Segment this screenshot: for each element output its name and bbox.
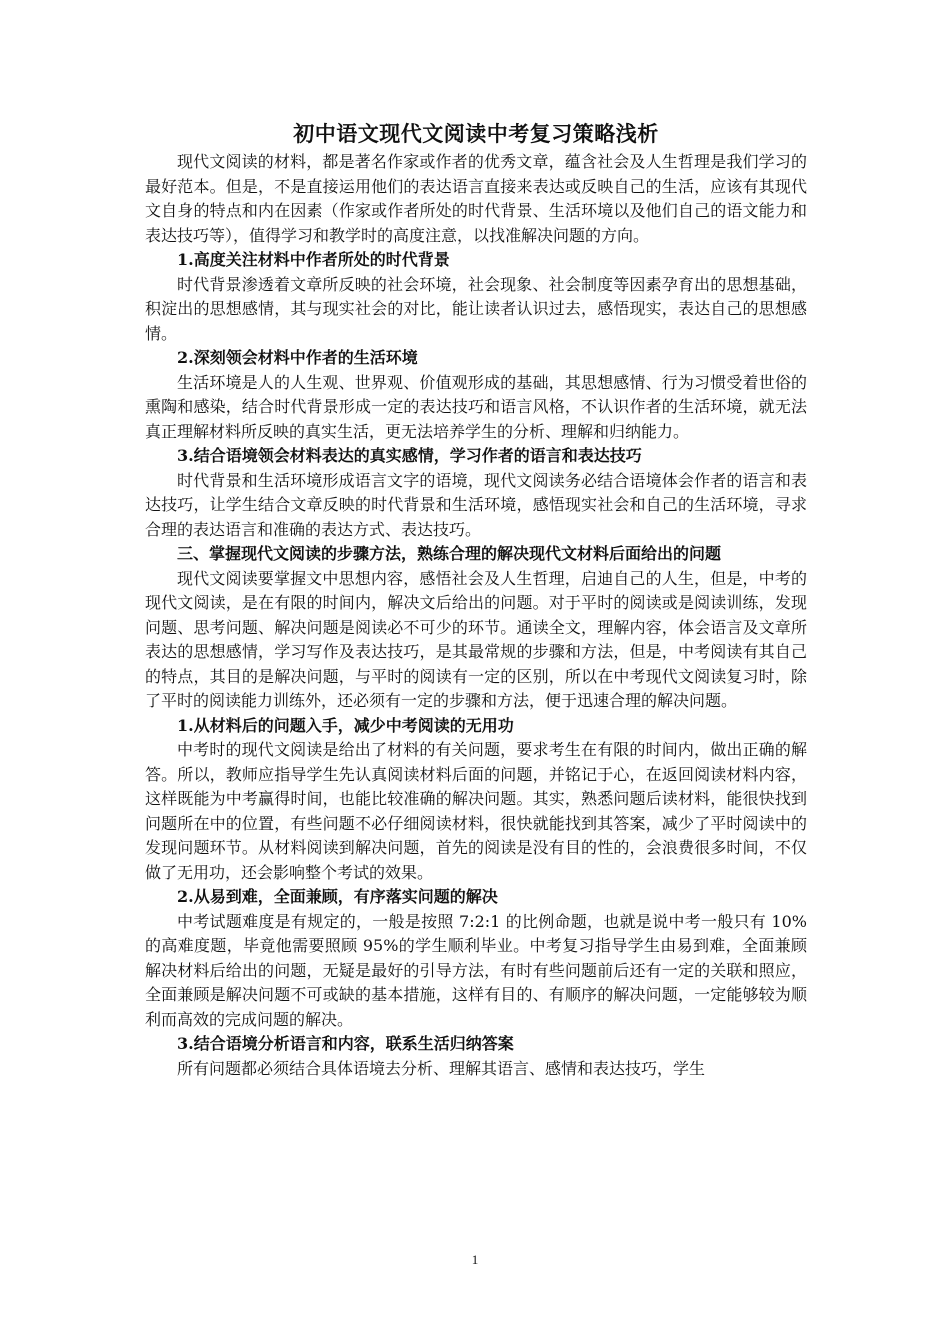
page-number: 1	[471, 1252, 479, 1267]
body-paragraph: 现代文阅读的材料，都是著名作家或作者的优秀文章，蕴含社会及人生哲理是我们学习的最好范本。但是，不是直接运用他们的表达语言直接来表达或反映自己的生活，应该有其现代文自身的特点和内在因素（作家或作者所处的时代背景、生活环境以及他们自己的语文能力和表达技巧等），值得学习和教学时的高度注意，以找准解决问题的方向。	[145, 152, 807, 245]
document-content	[145, 118, 807, 1081]
body-paragraph: 时代背景和生活环境形成语言文字的语境，现代文阅读务必结合语境体会作者的语言和表达技巧，让学生结合文章反映的时代背景和生活环境，感悟现实社会和自己的生活环境，寻求合理的表达语言和准确的表达方式、表达技巧。	[145, 470, 807, 539]
body-paragraph: 中考时的现代文阅读是给出了材料的有关问题，要求考生在有限的时间内，做出正确的解答。所以，教师应指导学生先认真阅读材料后面的问题，并铭记于心，在返回阅读材料内容，这样既能为中考赢得时间，也能比较准确的解决问题。其实，熟悉问题后读材料，能很快找到问题所在中的位置，有些问题不必仔细阅读材料，很快就能找到其答案，减少了平时阅读中的发现问题环节。从材料阅读到解决问题，首先的阅读是没有目的性的，会浪费很多时间，不仅做了无用功，还会影响整个考试的效果。	[145, 740, 807, 882]
section-heading: 3.结合语境领会材料表达的真实感情，学习作者的语言和表达技巧	[177, 446, 642, 465]
document-title: 初中语文现代文阅读中考复习策略浅析	[293, 121, 659, 146]
body-paragraph: 中考试题难度是有规定的，一般是按照 7:2:1 的比例命题，也就是说中考一般只有 10%的高难度题，毕竟他需要照顾 95%的学生顺利毕业。中考复习指导学生由易到难，全面兼顾解决材料后给出的问题，无疑是最好的引导方法，有时有些问题前后还有一定的关联和照应，全面兼顾是解决问题不可或缺的基本措施，这样有目的、有顺序的解决问题，一定能够较为顺利而高效的完成问题的解决。	[145, 911, 807, 1029]
body-paragraph: 时代背景渗透着文章所反映的社会环境，社会现象、社会制度等因素孕育出的思想基础，积淀出的思想感情，其与现实社会的对比，能让读者认识过去，感悟现实，表达自己的思想感情。	[145, 274, 807, 343]
document-body	[145, 150, 807, 1081]
section-heading: 2.从易到难，全面兼顾，有序落实问题的解决	[177, 887, 498, 906]
body-paragraph: 所有问题都必须结合具体语境去分析、理解其语言、感情和表达技巧，学生	[177, 1058, 706, 1078]
section-heading: 1.高度关注材料中作者所处的时代背景	[177, 250, 450, 269]
section-heading: 3.结合语境分析语言和内容，联系生活归纳答案	[177, 1034, 514, 1053]
section-heading: 三、掌握现代文阅读的步骤方法，熟练合理的解决现代文材料后面给出的问题	[177, 544, 722, 563]
section-heading: 1.从材料后的问题入手，减少中考阅读的无用功	[177, 715, 514, 735]
body-paragraph: 生活环境是人的人生观、世界观、价值观形成的基础，其思想感情、行为习惯受着世俗的熏陶和感染，结合时代背景形成一定的表达技巧和语言风格，不认识作者的生活环境，就无法真正理解材料所反映的真实生活，更无法培养学生的分析、理解和归纳能力。	[145, 372, 807, 441]
section-heading: 2.深刻领会材料中作者的生活环境	[177, 348, 418, 367]
body-paragraph: 现代文阅读要掌握文中思想内容，感悟社会及人生哲理，启迪自己的人生，但是，中考的现代文阅读，是在有限的时间内，解决文后给出的问题。对于平时的阅读或是阅读训练，发现问题、思考问题、解决问题是阅读必不可少的环节。通读全文，理解内容，体会语言及文章所表达的思想感情，学习写作及表达技巧，是其最常规的步骤和方法，但是，中考阅读有其自己的特点，其目的是解决问题，与平时的阅读有一定的区别，所以在中考现代文阅读复习时，除了平时的阅读能力训练外，还必须有一定的步骤和方法，便于迅速合理的解决问题。	[145, 568, 807, 710]
